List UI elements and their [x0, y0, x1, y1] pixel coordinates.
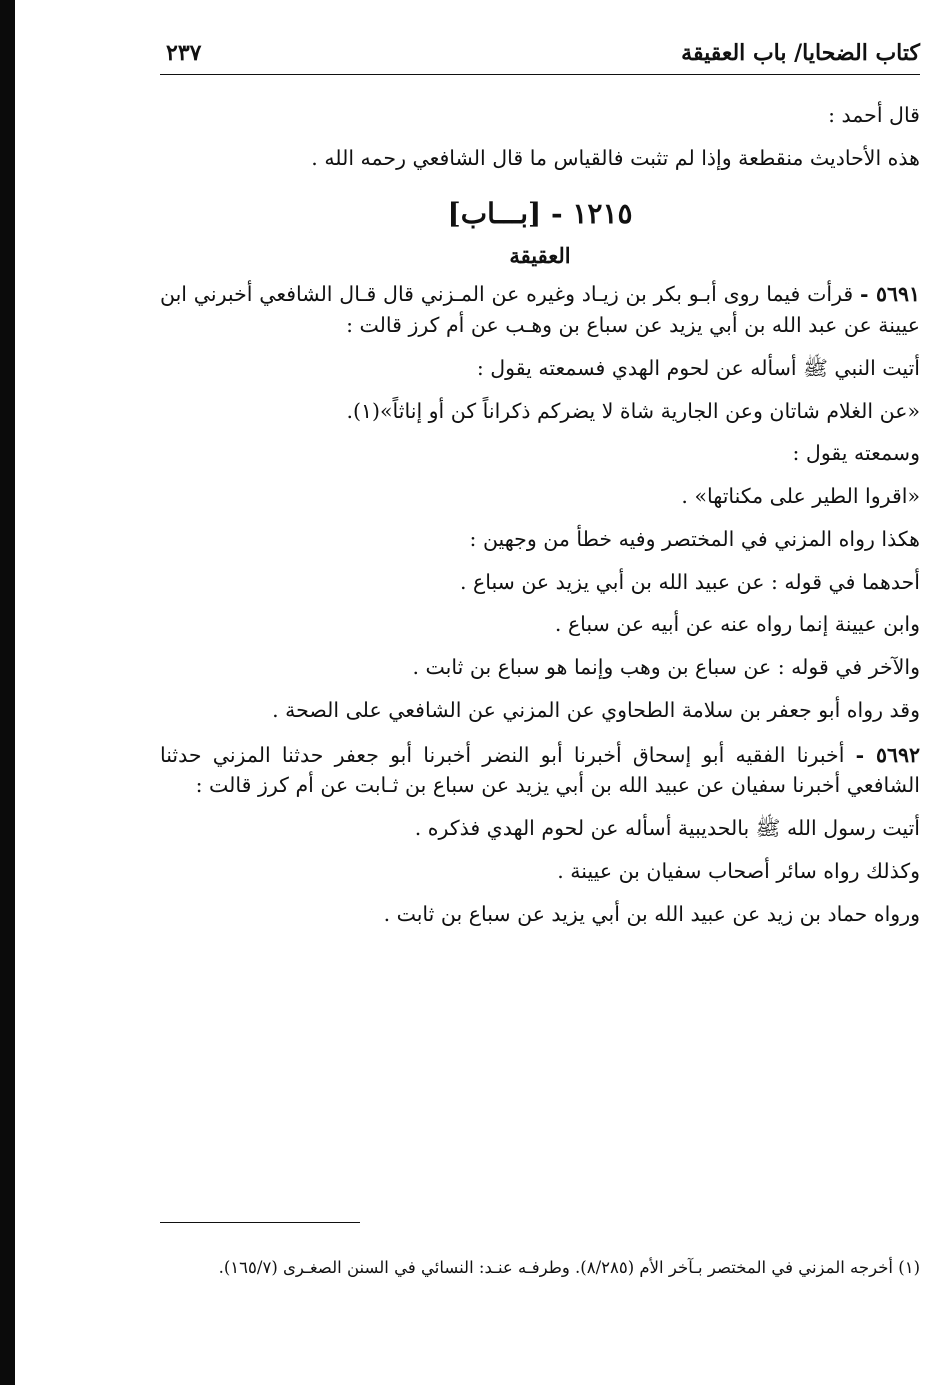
- footnote-1: (١) أخرجه المزني في المختصر بـآخر الأم (٨/٢٨٥). وطرفـه عنـد: النسائي في السنن الصغـرى (١٦٥/٧).: [218, 1258, 920, 1277]
- page-number: ٢٣٧: [166, 40, 202, 66]
- chapter-heading: ١٢١٥ - [بـــاب]: [447, 196, 633, 230]
- paragraph: هذه الأحاديث منقطعة وإذا لم تثبت فالقياس ما قال الشافعي رحمه الله .: [311, 145, 920, 170]
- paragraph: أتيت رسول الله ﷺ بالحديبية أسأله عن لحوم الهدي فذكره .: [414, 816, 920, 841]
- running-title: كتاب الضحايا/ باب العقيقة: [681, 40, 920, 66]
- paragraph: وقد رواه أبو جعفر بن سلامة الطحاوي عن المزني عن الشافعي على الصحة .: [272, 697, 920, 722]
- chapter-subtitle: العقيقة: [509, 242, 571, 268]
- paragraph: «عن الغلام شاتان وعن الجارية شاة لا يضركم ذكراناً كن أو إناثاً»(١).: [346, 398, 920, 423]
- hadith-text: قرأت فيما روى أبـو بكر بن زيـاد وغيره عن المـزني قال قـال الشافعي أخبرني ابن عيينة عن عبد الله بن أبي يزيد عن سباع بن وهـب عن أم كرز قالت :: [160, 282, 920, 338]
- paragraph: ورواه حماد بن زيد عن عبيد الله بن أبي يزيد عن سباع بن ثابت .: [383, 901, 920, 926]
- body-text: [160, 100, 920, 929]
- scan-edge: [0, 0, 15, 1385]
- paragraph: وكذلك رواه سائر أصحاب سفيان بن عيينة .: [557, 858, 920, 883]
- hadith-text: أخبرنا الفقيه أبو إسحاق أخبرنا أبو النضر أخبرنا أبو جعفر حدثنا المزني حدثنا الشافعي أخبرنا سفيان عن عبيد الله بن أبي يزيد عن سباع بن ثـابت عن أم كرز قالت :: [160, 742, 920, 798]
- hadith-number: ٥٦٩١ -: [860, 282, 920, 307]
- header-rule: [160, 74, 920, 75]
- paragraph: قال أحمد :: [828, 103, 920, 127]
- paragraph: أتيت النبي ﷺ أسأله عن لحوم الهدي فسمعته يقول :: [476, 355, 920, 380]
- paragraph: وسمعته يقول :: [792, 441, 920, 466]
- paragraph: هكذا رواه المزني في المختصر وفيه خطأ من وجهين :: [469, 526, 920, 551]
- paragraph: والآخر في قوله : عن سباع بن وهب وإنما هو سباع بن ثابت .: [412, 655, 920, 680]
- document-page: [160, 30, 920, 1370]
- paragraph: «اقروا الطير على مكناتها» .: [681, 484, 920, 509]
- paragraph: أحدهما في قوله : عن عبيد الله بن أبي يزيد عن سباع .: [459, 569, 920, 594]
- hadith-5692: [160, 740, 920, 802]
- paragraph: وابن عيينة إنما رواه عنه عن أبيه عن سباع .: [554, 612, 920, 637]
- hadith-number: ٥٦٩٢ -: [855, 742, 920, 767]
- page-header: [160, 36, 920, 76]
- footnotes: [160, 1255, 920, 1285]
- hadith-5691: [160, 279, 920, 341]
- footnote-rule: [160, 1222, 360, 1223]
